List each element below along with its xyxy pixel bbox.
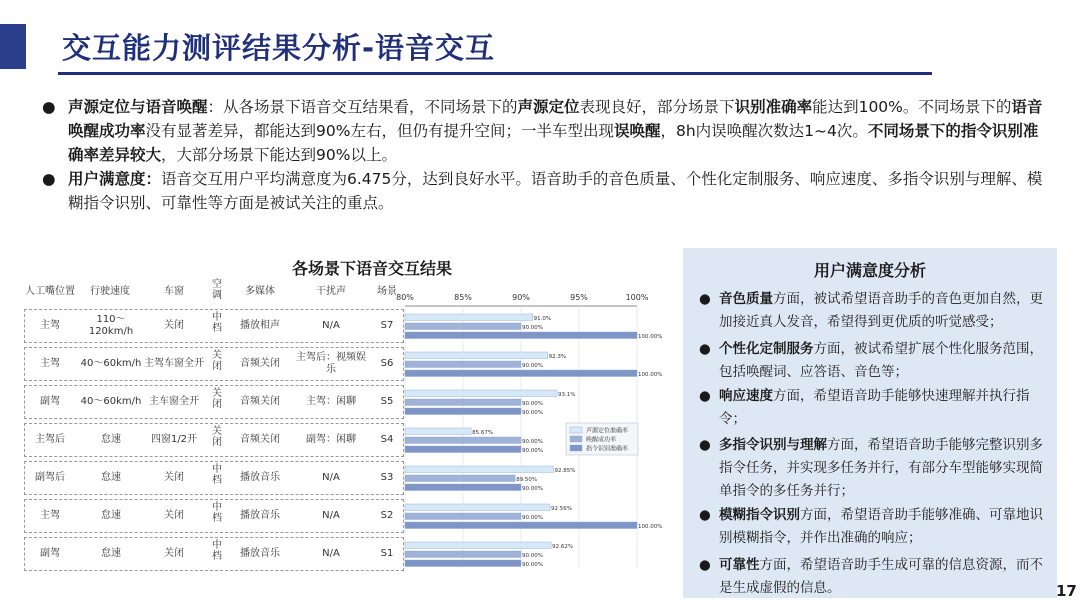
bullet-dot-icon: ● — [699, 341, 711, 357]
bar-唤醒成功率 — [405, 361, 521, 368]
bar-value-label: 91.0% — [533, 316, 552, 322]
bullet-bold-text: 识别准确率 — [734, 98, 813, 116]
bar-唤醒成功率 — [405, 475, 515, 482]
satisfaction-item — [699, 385, 1049, 431]
col-header-ac: 空调 — [212, 279, 222, 301]
bar-value-label: 90.00% — [522, 410, 543, 416]
page-number: 17 — [1056, 582, 1077, 600]
bar-指令识别准确率 — [405, 332, 637, 339]
satisfaction-item — [699, 554, 1049, 600]
col-header-noise: 干扰声 — [316, 286, 346, 297]
bar-唤醒成功率 — [405, 399, 521, 406]
x-tick-label: 100% — [625, 293, 649, 302]
bullet-bold-text: 声源定位 — [517, 98, 580, 116]
item-keyword: 模糊指令识别 — [719, 507, 800, 523]
table-cell-window: 关闭 — [164, 320, 184, 331]
table-cell-speed: 怠速 — [101, 434, 121, 445]
bullet-bold-text: 不同场景下的指令识别准确率差异较大 — [68, 122, 1039, 164]
table-cell-mouth: 副驾 — [40, 396, 60, 407]
bullet-plain-text: 表现良好，部分场景下 — [579, 98, 735, 116]
bar-value-label: 90.00% — [522, 363, 543, 369]
page-title: 交互能力测评结果分析-语音交互 — [62, 31, 496, 65]
table-cell-scene: S4 — [380, 434, 394, 445]
bar-value-label: 85.67% — [472, 430, 494, 436]
bar-指令识别准确率 — [405, 522, 637, 529]
table-cell-mouth: 副驾后 — [35, 472, 65, 483]
bar-value-label: 90.00% — [522, 515, 543, 521]
bullet-bold-text: 误唤醒 — [613, 122, 661, 140]
bar-声源定位准确率 — [405, 504, 550, 511]
table-cell-speed: 怠速 — [101, 472, 121, 483]
bar-value-label: 92.62% — [552, 544, 574, 550]
table-cell-noise: N/A — [322, 510, 340, 521]
item-description: 方面，希望语音助手能够完整识别多指令任务，并实现多任务并行，有部分车型能够实现简单指令的多任务并行； — [719, 437, 1043, 499]
table-cell-speed: 40～60km/h — [80, 396, 142, 407]
table-cell-mouth: 副驾 — [40, 548, 60, 559]
item-keyword: 个性化定制服务 — [719, 341, 814, 357]
col-header-speed: 行驶速度 — [90, 286, 130, 297]
table-cell-ac: 关闭 — [212, 388, 222, 410]
table-cell-media: 音频关闭 — [240, 434, 280, 445]
bullet-plain-text: ，8h内误唤醒次数达1~4次。 — [660, 122, 868, 140]
table-cell-media: 播放相声 — [240, 320, 280, 331]
bullet-bold-text: 语音唤醒成功率 — [68, 98, 1043, 140]
bar-value-label: 90.00% — [522, 325, 543, 331]
bullet-dot-icon: ● — [699, 291, 711, 307]
bar-value-label: 92.56% — [551, 506, 572, 512]
x-tick-label: 95% — [570, 293, 588, 302]
item-description: 方面，希望语音助手能够准确、可靠地识别模糊指令，并作出准确的响应； — [719, 507, 1043, 546]
satisfaction-item — [699, 504, 1049, 550]
bullet-bold-text: 用户满意度： — [68, 170, 162, 188]
x-tick-label: 90% — [512, 293, 530, 302]
item-keyword: 响应速度 — [719, 388, 773, 404]
table-cell-mouth: 主驾 — [40, 510, 60, 521]
bullet-plain-text: 语音交互用户平均满意度为6.475分，达到良好水平。语音助手的音色质量、个性化定制服务、响应速度、多指令识别与理解、模糊指令识别、可靠性等方面是被试关注的重点。 — [68, 170, 1043, 212]
satisfaction-item — [699, 288, 1049, 334]
col-header-scene: 场景 — [377, 286, 397, 297]
bullet-plain-text: 能达到100%。不同场景下的 — [812, 98, 1012, 116]
bullet-dot-icon: ● — [699, 507, 711, 523]
legend-label: 唤醒成功率 — [586, 436, 617, 444]
table-cell-speed: 40～60km/h — [80, 358, 142, 369]
table-cell-media: 播放音乐 — [240, 472, 280, 483]
table-cell-media: 播放音乐 — [240, 548, 280, 559]
table-cell-noise: 主驾：闲聊 — [306, 396, 356, 407]
table-cell-ac: 中档 — [212, 464, 222, 486]
bar-value-label: 100.00% — [638, 524, 663, 530]
table-cell-noise: 副驾：闲聊 — [306, 434, 356, 445]
bullet-dot-icon: ● — [699, 388, 711, 404]
satisfaction-item — [699, 338, 1049, 384]
col-header-window: 车窗 — [164, 286, 184, 297]
table-cell-speed: 怠速 — [101, 510, 121, 521]
bullet-dot-icon: ● — [42, 170, 56, 188]
table-cell-scene: S5 — [380, 396, 394, 407]
legend-swatch — [570, 436, 582, 442]
bullet-plain-text: 没有显著差异，都能达到90%左右，但仍有提升空间；一半车型出现 — [145, 122, 614, 140]
table-cell-speed: 110～120km/h — [88, 314, 134, 337]
legend-label: 指令识别准确率 — [586, 445, 629, 453]
bar-声源定位准确率 — [405, 390, 557, 397]
bar-声源定位准确率 — [405, 428, 471, 435]
item-description: 方面，希望语音助手生成可靠的信息资源，而不是生成虚假的信息。 — [719, 557, 1043, 596]
table-cell-ac: 中档 — [212, 540, 222, 562]
table-cell-ac: 关闭 — [212, 350, 222, 372]
table-cell-noise: N/A — [322, 472, 340, 483]
bar-唤醒成功率 — [405, 437, 521, 444]
bar-声源定位准确率 — [405, 352, 548, 359]
table-cell-mouth: 主驾 — [40, 320, 60, 331]
bullet-bold-text: 声源定位与语音唤醒 — [68, 98, 208, 116]
satisfaction-panel — [683, 248, 1057, 598]
bar-value-label: 89.50% — [516, 477, 538, 483]
bar-value-label: 92.85% — [554, 468, 576, 474]
bar-声源定位准确率 — [405, 314, 533, 321]
bar-value-label: 90.00% — [522, 562, 543, 568]
bar-指令识别准确率 — [405, 560, 521, 567]
bar-指令识别准确率 — [405, 370, 637, 377]
col-header-mouth: 人工嘴位置 — [25, 286, 75, 297]
item-keyword: 多指令识别与理解 — [719, 437, 827, 453]
table-cell-media: 音频关闭 — [240, 358, 280, 369]
table-cell-window: 主驾车窗全开 — [144, 358, 204, 369]
table-cell-ac: 中档 — [212, 502, 222, 524]
bar-value-label: 90.00% — [522, 486, 543, 492]
item-description: 方面，希望语音助手能够快速理解并执行指令； — [719, 388, 1030, 427]
panel-title: 用户满意度分析 — [813, 261, 926, 280]
col-header-media: 多媒体 — [245, 286, 275, 297]
bullet-plain-text: ：从各场景下语音交互结果看，不同场景下的 — [207, 98, 518, 116]
bullet-plain-text: ，大部分场景下能达到90%以上。 — [161, 146, 397, 164]
table-cell-ac: 关闭 — [212, 426, 222, 448]
bar-唤醒成功率 — [405, 551, 521, 558]
table-cell-window: 关闭 — [164, 510, 184, 521]
bullet-dot-icon: ● — [699, 437, 711, 453]
bar-指令识别准确率 — [405, 484, 521, 491]
table-cell-speed: 怠速 — [101, 548, 121, 559]
bar-value-label: 92.3% — [548, 354, 567, 360]
table-cell-mouth: 主驾后 — [35, 434, 65, 445]
bar-value-label: 100.00% — [638, 372, 663, 378]
item-description: 方面，被试希望扩展个性化服务范围，包括唤醒词、应答语、音色等； — [719, 341, 1043, 380]
table-cell-scene: S7 — [380, 320, 394, 331]
bar-指令识别准确率 — [405, 408, 521, 415]
table-cell-media: 播放音乐 — [240, 510, 280, 521]
item-keyword: 音色质量 — [719, 291, 773, 307]
bar-唤醒成功率 — [405, 323, 521, 330]
bar-value-label: 93.1% — [557, 392, 576, 398]
table-cell-scene: S6 — [380, 358, 394, 369]
satisfaction-item — [699, 434, 1049, 503]
table-cell-window: 四窗1/2开 — [150, 434, 198, 445]
bar-value-label: 90.00% — [522, 448, 543, 454]
chart-title: 各场景下语音交互结果 — [292, 259, 453, 278]
table-cell-scene: S3 — [380, 472, 394, 483]
legend-label: 声源定位准确率 — [586, 427, 629, 435]
legend-swatch — [570, 427, 582, 433]
bar-value-label: 100.00% — [638, 334, 663, 340]
item-description: 方面，被试希望语音助手的音色更加自然，更加接近真人发音，希望得到更优质的听觉感受； — [719, 291, 1043, 330]
table-cell-mouth: 主驾 — [40, 358, 60, 369]
table-cell-window: 关闭 — [164, 472, 184, 483]
bar-指令识别准确率 — [405, 446, 521, 453]
bar-value-label: 90.00% — [522, 439, 543, 445]
x-tick-label: 80% — [396, 293, 414, 302]
item-keyword: 可靠性 — [719, 557, 760, 573]
table-cell-noise: N/A — [322, 320, 340, 331]
bar-声源定位准确率 — [405, 466, 553, 473]
bar-声源定位准确率 — [405, 542, 551, 549]
bar-唤醒成功率 — [405, 513, 521, 520]
bullet-dot-icon: ● — [699, 557, 711, 573]
legend-swatch — [570, 445, 582, 451]
bar-value-label: 90.00% — [522, 553, 543, 559]
table-cell-ac: 中档 — [212, 312, 222, 334]
table-cell-scene: S2 — [380, 510, 394, 521]
table-cell-window: 关闭 — [164, 548, 184, 559]
bar-value-label: 90.00% — [522, 401, 543, 407]
bullet-dot-icon: ● — [42, 98, 56, 116]
table-cell-scene: S1 — [380, 548, 394, 559]
table-cell-window: 主车窗全开 — [149, 396, 199, 407]
table-cell-media: 音频关闭 — [240, 396, 280, 407]
x-tick-label: 85% — [454, 293, 472, 302]
table-cell-noise: N/A — [322, 548, 340, 559]
table-cell-noise: 主驾后：视频娱乐 — [296, 352, 366, 375]
